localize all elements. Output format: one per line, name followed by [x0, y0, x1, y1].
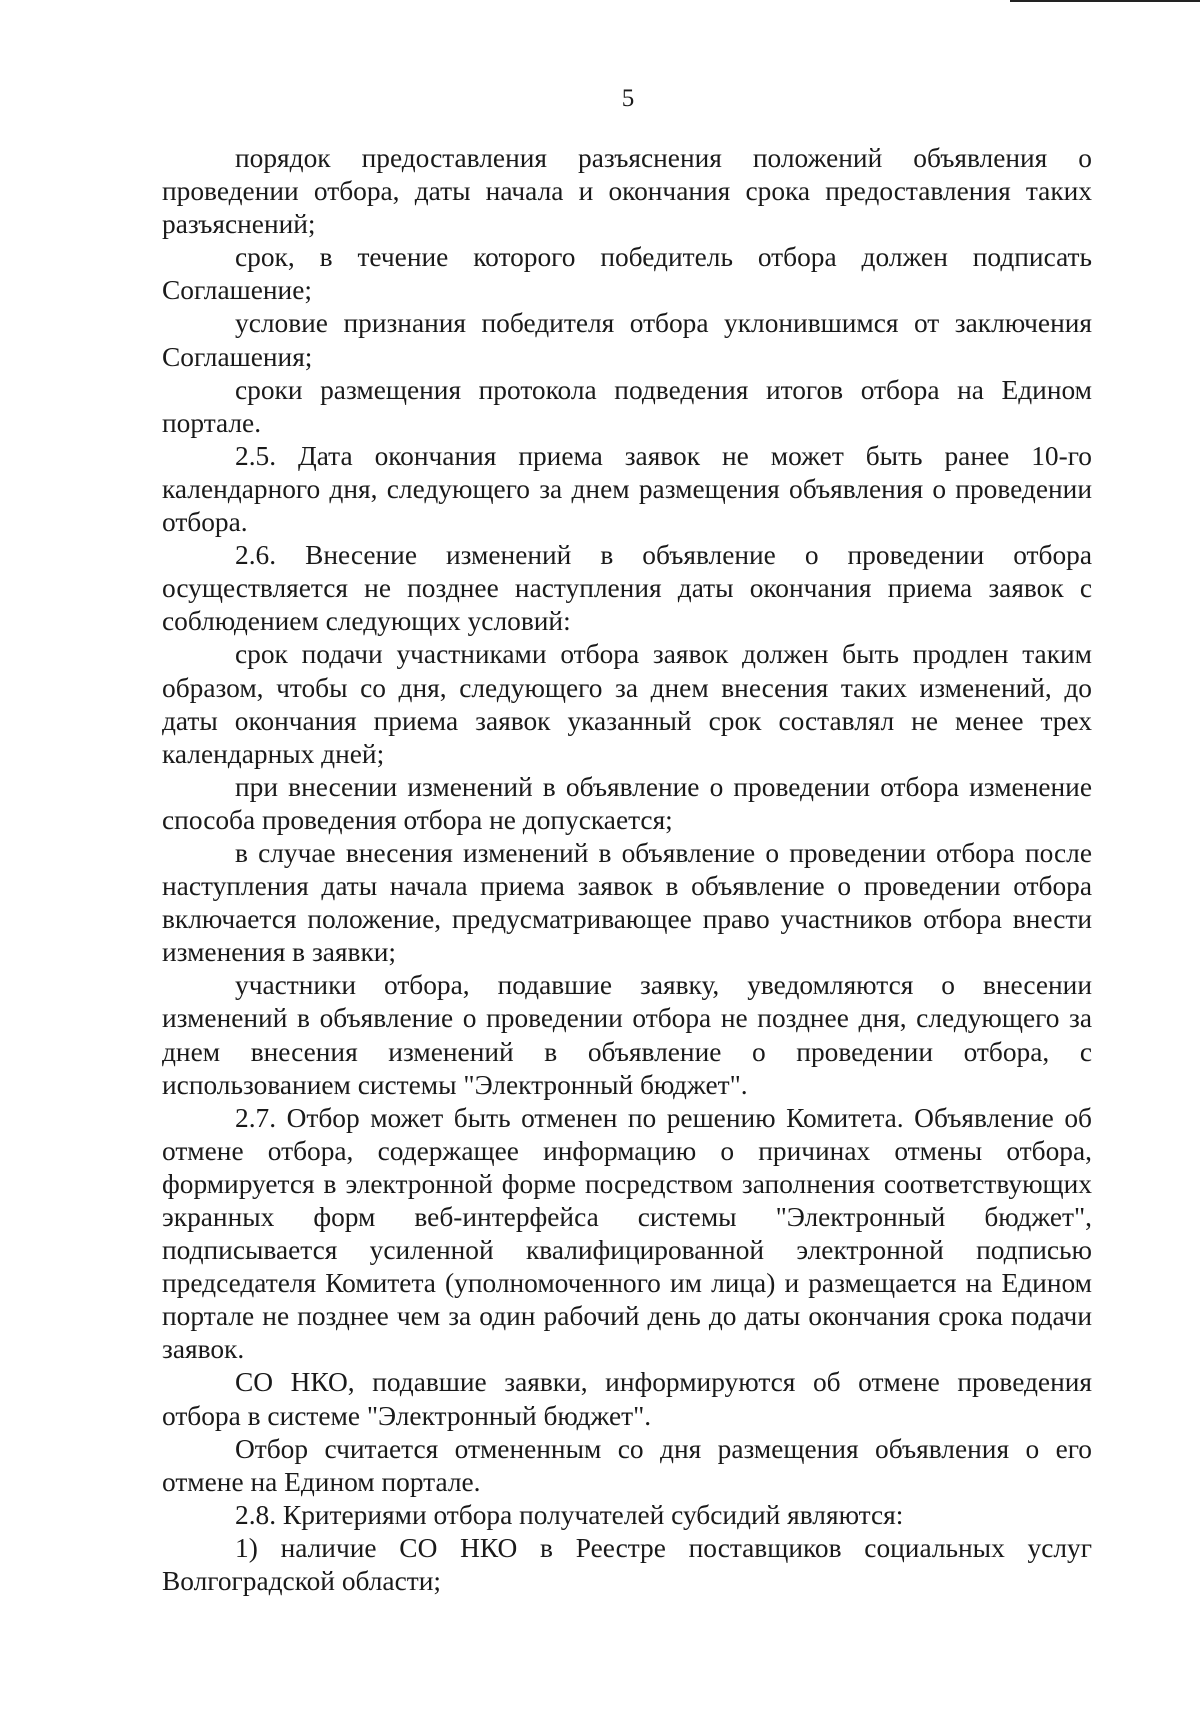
paragraph: порядок предоставления разъяснения положений объявления о проведении отбора, даты начала и окончания срока предоставления таких разъяснений; — [162, 143, 1092, 240]
paragraph: 2.8. Критериями отбора получателей субсидий являются: — [235, 1499, 904, 1530]
paragraph: 1) наличие СО НКО в Реестре поставщиков социальных услуг Волгоградской области; — [162, 1532, 1092, 1597]
paragraph: 2.7. Отбор может быть отменен по решению Комитета. Объявление об отмене отбора, содержащее информацию о причинах отмены отбора, формируется в электронной форме посредством заполнения соответствующих экранных форм веб-интерфейса системы "Электронный бюджет", подписывается усиленной квалифицированной электронной подписью председателя Комитета (уполномоченного им лица) и размещается на Едином портале не позднее чем за один рабочий день до даты окончания срока подачи заявок. — [162, 1102, 1092, 1365]
paragraph: 2.6. Внесение изменений в объявление о проведении отбора осуществляется не позднее наступления даты окончания приема заявок с соблюдением следующих условий: — [162, 540, 1092, 637]
paragraph: в случае внесения изменений в объявление о проведении отбора после наступления даты начала приема заявок в объявление о проведении отбора включается положение, предусматривающее право участников отбора внести изменения в заявки; — [162, 837, 1092, 968]
paragraph: срок подачи участниками отбора заявок должен быть продлен таким образом, чтобы со дня, следующего за днем внесения таких изменений, до даты окончания приема заявок указанный срок составлял не менее трех календарных дней; — [162, 639, 1092, 769]
paragraph: срок, в течение которого победитель отбора должен подписать Соглашение; — [162, 242, 1092, 306]
paragraph: СО НКО, подавшие заявки, информируются об отмене проведения отбора в системе "Электронный бюджет". — [162, 1367, 1092, 1431]
paragraph: условие признания победителя отбора уклонившимся от заключения Соглашения; — [162, 308, 1092, 372]
paragraph: при внесении изменений в объявление о проведении отбора изменение способа проведения отбора не допускается; — [162, 771, 1092, 835]
paragraph: участники отбора, подавшие заявку, уведомляются о внесении изменений в объявление о проведении отбора не позднее дня, следующего за днем внесения изменений в объявление о проведении отбора, с использованием системы "Электронный бюджет". — [162, 970, 1092, 1100]
page-number: 5 — [621, 85, 635, 112]
paragraph: сроки размещения протокола подведения итогов отбора на Едином портале. — [162, 374, 1092, 438]
paragraph: 2.5. Дата окончания приема заявок не может быть ранее 10-го календарного дня, следующего за днем размещения объявления о проведении отбора. — [162, 440, 1092, 538]
paragraph: Отбор считается отмененным со дня размещения объявления о его отмене на Едином портале. — [162, 1433, 1092, 1497]
document-body — [162, 142, 1092, 1598]
top-edge-rule — [1010, 0, 1200, 2]
